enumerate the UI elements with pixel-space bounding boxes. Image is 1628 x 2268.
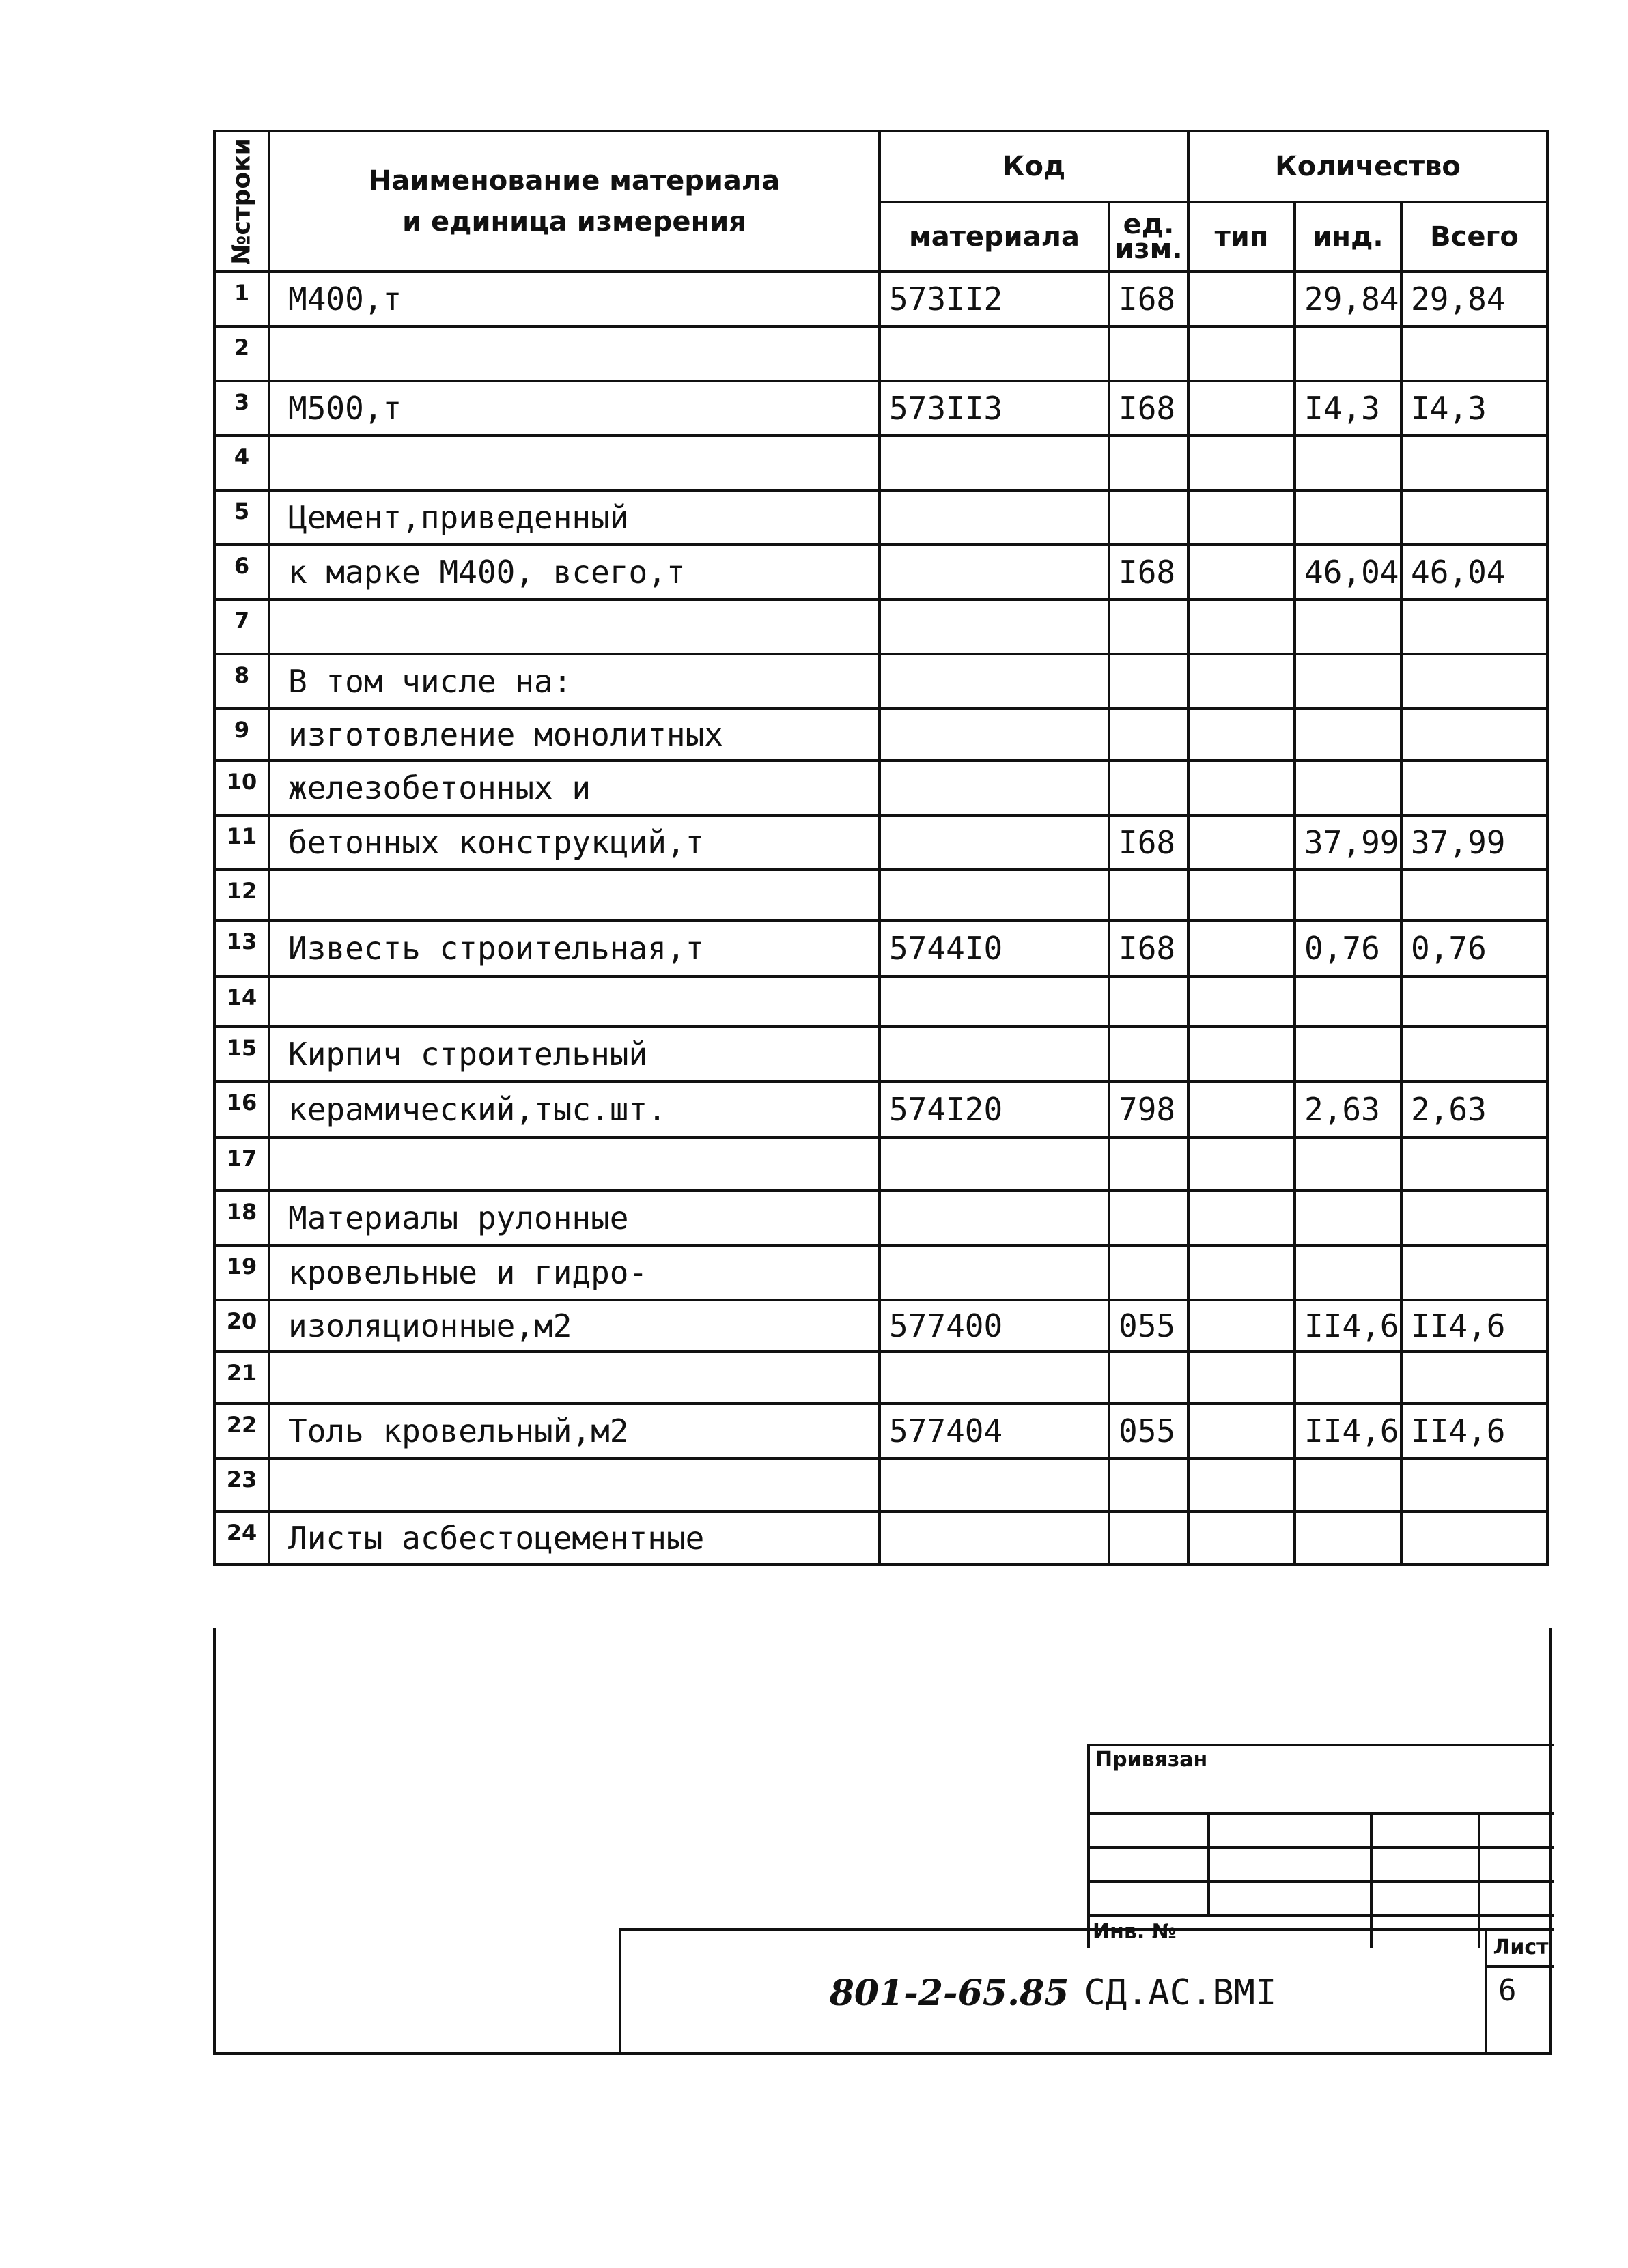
qty-type xyxy=(1188,1352,1295,1404)
header-material-name xyxy=(269,131,880,272)
qty-type xyxy=(1188,1404,1295,1458)
qty-total xyxy=(1401,326,1547,381)
qty-type xyxy=(1188,1300,1295,1352)
qty-type xyxy=(1188,761,1295,815)
unit-code xyxy=(1109,976,1188,1027)
material-code xyxy=(880,1352,1109,1404)
material-name xyxy=(269,1137,880,1191)
qty-type xyxy=(1188,1027,1295,1081)
qty-type xyxy=(1188,1458,1295,1512)
qty-total xyxy=(1401,761,1547,815)
header-quantity: Количество xyxy=(1188,131,1547,202)
unit-code: 055 xyxy=(1109,1300,1188,1352)
unit-code: I68 xyxy=(1109,815,1188,870)
qty-total xyxy=(1401,1352,1547,1404)
row-number: 20 xyxy=(214,1300,269,1352)
table-row xyxy=(214,272,1547,326)
row-number: 23 xyxy=(214,1458,269,1512)
unit-code xyxy=(1109,1191,1188,1245)
table-row xyxy=(214,545,1547,599)
qty-total xyxy=(1401,1027,1547,1081)
material-code xyxy=(880,976,1109,1027)
header-qty-ind: инд. xyxy=(1295,202,1401,272)
qty-total: I4,3 xyxy=(1401,381,1547,436)
qty-ind xyxy=(1295,709,1401,761)
unit-code xyxy=(1109,709,1188,761)
qty-total xyxy=(1401,1245,1547,1300)
row-number: 2 xyxy=(214,326,269,381)
qty-type xyxy=(1188,436,1295,490)
row-number: 13 xyxy=(214,920,269,976)
qty-ind: 0,76 xyxy=(1295,920,1401,976)
unit-code xyxy=(1109,1027,1188,1081)
material-name xyxy=(269,1352,880,1404)
qty-ind: II4,6 xyxy=(1295,1300,1401,1352)
row-number: 18 xyxy=(214,1191,269,1245)
table-row xyxy=(214,1191,1547,1245)
qty-total xyxy=(1401,1191,1547,1245)
qty-total xyxy=(1401,436,1547,490)
table-row xyxy=(214,654,1547,709)
qty-type xyxy=(1188,1245,1295,1300)
qty-ind xyxy=(1295,326,1401,381)
designation-handwritten: 801-2-65.85 xyxy=(829,1972,1069,2014)
qty-ind xyxy=(1295,1245,1401,1300)
material-code xyxy=(880,1137,1109,1191)
qty-ind xyxy=(1295,870,1401,920)
table-row xyxy=(214,870,1547,920)
stamp-inv-label: Инв. № xyxy=(1093,1920,1177,1944)
stamp-divider xyxy=(1207,1812,1210,1914)
qty-ind: 46,04 xyxy=(1295,545,1401,599)
material-name xyxy=(269,326,880,381)
material-code: 574I20 xyxy=(880,1081,1109,1137)
sheet-number: 6 xyxy=(1498,1973,1517,2008)
qty-type xyxy=(1188,381,1295,436)
qty-total xyxy=(1401,870,1547,920)
row-number: 19 xyxy=(214,1245,269,1300)
row-number: 5 xyxy=(214,490,269,545)
qty-total xyxy=(1401,1458,1547,1512)
material-code xyxy=(880,1191,1109,1245)
qty-total: II4,6 xyxy=(1401,1300,1547,1352)
material-code xyxy=(880,870,1109,920)
unit-code: I68 xyxy=(1109,545,1188,599)
header-name-line2: и единица измерения xyxy=(402,206,746,238)
row-number: 7 xyxy=(214,599,269,654)
qty-ind xyxy=(1295,1352,1401,1404)
qty-total xyxy=(1401,1137,1547,1191)
document-sheet xyxy=(213,130,1552,2055)
unit-code xyxy=(1109,654,1188,709)
qty-ind: 37,99 xyxy=(1295,815,1401,870)
sheet-number-box xyxy=(1485,1931,1554,2055)
header-qty-type: тип xyxy=(1188,202,1295,272)
material-code: 573II3 xyxy=(880,381,1109,436)
qty-type xyxy=(1188,272,1295,326)
row-number: 24 xyxy=(214,1512,269,1565)
header-row-number xyxy=(214,131,269,272)
row-number: 4 xyxy=(214,436,269,490)
material-code xyxy=(880,761,1109,815)
row-number: 15 xyxy=(214,1027,269,1081)
material-code xyxy=(880,436,1109,490)
material-name: к марке М400, всего,т xyxy=(269,545,880,599)
row-number: 10 xyxy=(214,761,269,815)
qty-total xyxy=(1401,1512,1547,1565)
qty-total: 37,99 xyxy=(1401,815,1547,870)
table-row xyxy=(214,761,1547,815)
qty-total: 29,84 xyxy=(1401,272,1547,326)
table-row xyxy=(214,920,1547,976)
qty-type xyxy=(1188,976,1295,1027)
qty-ind xyxy=(1295,1027,1401,1081)
unit-code xyxy=(1109,1245,1188,1300)
row-number: 14 xyxy=(214,976,269,1027)
material-code: 573II2 xyxy=(880,272,1109,326)
qty-total: 2,63 xyxy=(1401,1081,1547,1137)
row-number: 21 xyxy=(214,1352,269,1404)
materials-table-body xyxy=(214,272,1547,1565)
qty-type xyxy=(1188,599,1295,654)
qty-ind xyxy=(1295,599,1401,654)
qty-ind: 2,63 xyxy=(1295,1081,1401,1137)
header-qty-total: Всего xyxy=(1401,202,1547,272)
stamp-rule xyxy=(1087,1880,1554,1883)
qty-ind: 29,84 xyxy=(1295,272,1401,326)
table-row xyxy=(214,709,1547,761)
table-row xyxy=(214,1245,1547,1300)
stamp-linked-label: Привязан xyxy=(1095,1748,1208,1772)
material-name: М500,т xyxy=(269,381,880,436)
table-row xyxy=(214,599,1547,654)
row-number: 17 xyxy=(214,1137,269,1191)
header-unit-line1: ед. xyxy=(1123,209,1175,240)
qty-ind xyxy=(1295,761,1401,815)
qty-ind xyxy=(1295,1191,1401,1245)
qty-type xyxy=(1188,920,1295,976)
material-name: железобетонных и xyxy=(269,761,880,815)
material-code xyxy=(880,1512,1109,1565)
table-row xyxy=(214,381,1547,436)
header-name-line1: Наименование материала xyxy=(368,165,781,197)
material-name: бетонных конструкций,т xyxy=(269,815,880,870)
material-name: Цемент,приведенный xyxy=(269,490,880,545)
qty-type xyxy=(1188,1081,1295,1137)
material-code xyxy=(880,709,1109,761)
qty-ind xyxy=(1295,490,1401,545)
material-code xyxy=(880,654,1109,709)
material-name: Материалы рулонные xyxy=(269,1191,880,1245)
qty-total: II4,6 xyxy=(1401,1404,1547,1458)
qty-type xyxy=(1188,545,1295,599)
unit-code xyxy=(1109,761,1188,815)
qty-total xyxy=(1401,709,1547,761)
material-name: кровельные и гидро- xyxy=(269,1245,880,1300)
material-name: Кирпич строительный xyxy=(269,1027,880,1081)
material-code: 577404 xyxy=(880,1404,1109,1458)
qty-total xyxy=(1401,490,1547,545)
stamp-rule xyxy=(1087,1846,1554,1849)
qty-ind: I4,3 xyxy=(1295,381,1401,436)
qty-ind xyxy=(1295,1512,1401,1565)
qty-total xyxy=(1401,976,1547,1027)
table-row xyxy=(214,1027,1547,1081)
qty-type xyxy=(1188,709,1295,761)
row-number: 11 xyxy=(214,815,269,870)
qty-type xyxy=(1188,490,1295,545)
material-code xyxy=(880,1027,1109,1081)
material-name: Толь кровельный,м2 xyxy=(269,1404,880,1458)
lower-frame xyxy=(213,1628,1552,2055)
header-code: Код xyxy=(880,131,1188,202)
material-name: М400,т xyxy=(269,272,880,326)
table-row xyxy=(214,815,1547,870)
unit-code: 055 xyxy=(1109,1404,1188,1458)
table-row xyxy=(214,326,1547,381)
material-name: В том числе на: xyxy=(269,654,880,709)
row-number: 22 xyxy=(214,1404,269,1458)
unit-code: I68 xyxy=(1109,920,1188,976)
qty-type xyxy=(1188,870,1295,920)
material-code: 5744I0 xyxy=(880,920,1109,976)
document-designation xyxy=(621,1931,1485,2055)
row-number: 12 xyxy=(214,870,269,920)
qty-ind xyxy=(1295,654,1401,709)
table-row xyxy=(214,1404,1547,1458)
table-row xyxy=(214,1352,1547,1404)
qty-type xyxy=(1188,815,1295,870)
qty-type xyxy=(1188,1512,1295,1565)
row-number: 1 xyxy=(214,272,269,326)
row-number: 3 xyxy=(214,381,269,436)
stamp-rule xyxy=(1087,1914,1554,1917)
table-row xyxy=(214,976,1547,1027)
qty-ind xyxy=(1295,1458,1401,1512)
unit-code: I68 xyxy=(1109,381,1188,436)
material-name xyxy=(269,1458,880,1512)
unit-code xyxy=(1109,1137,1188,1191)
unit-code xyxy=(1109,436,1188,490)
designation-typed: СД.АС.ВМI xyxy=(1084,1972,1277,2013)
qty-total: 0,76 xyxy=(1401,920,1547,976)
unit-code xyxy=(1109,599,1188,654)
row-number: 9 xyxy=(214,709,269,761)
qty-ind: II4,6 xyxy=(1295,1404,1401,1458)
material-name xyxy=(269,976,880,1027)
material-name xyxy=(269,599,880,654)
material-name: изготовление монолитных xyxy=(269,709,880,761)
qty-type xyxy=(1188,1137,1295,1191)
header-row-number-text: №строки xyxy=(227,138,256,265)
header-code-unit xyxy=(1109,202,1188,272)
material-code: 577400 xyxy=(880,1300,1109,1352)
unit-code: 798 xyxy=(1109,1081,1188,1137)
row-number: 8 xyxy=(214,654,269,709)
unit-code xyxy=(1109,1512,1188,1565)
table-row xyxy=(214,1081,1547,1137)
material-name: изоляционные,м2 xyxy=(269,1300,880,1352)
material-code xyxy=(880,490,1109,545)
material-code xyxy=(880,326,1109,381)
unit-code xyxy=(1109,1458,1188,1512)
stamp-rule xyxy=(1087,1812,1554,1815)
unit-code xyxy=(1109,1352,1188,1404)
materials-table xyxy=(213,130,1549,1566)
qty-total xyxy=(1401,599,1547,654)
table-row xyxy=(214,1300,1547,1352)
unit-code: I68 xyxy=(1109,272,1188,326)
material-code xyxy=(880,545,1109,599)
material-name xyxy=(269,436,880,490)
title-block xyxy=(619,1928,1554,2055)
qty-ind xyxy=(1295,976,1401,1027)
qty-type xyxy=(1188,1191,1295,1245)
unit-code xyxy=(1109,326,1188,381)
material-code xyxy=(880,1458,1109,1512)
material-name: керамический,тыс.шт. xyxy=(269,1081,880,1137)
table-row xyxy=(214,1512,1547,1565)
header-code-material: материала xyxy=(880,202,1109,272)
material-code xyxy=(880,1245,1109,1300)
qty-type xyxy=(1188,654,1295,709)
material-code xyxy=(880,599,1109,654)
unit-code xyxy=(1109,490,1188,545)
table-row xyxy=(214,490,1547,545)
material-name: Известь строительная,т xyxy=(269,920,880,976)
qty-total: 46,04 xyxy=(1401,545,1547,599)
table-row xyxy=(214,436,1547,490)
material-name xyxy=(269,870,880,920)
header-unit-line2: изм. xyxy=(1114,233,1183,265)
table-row xyxy=(214,1458,1547,1512)
qty-ind xyxy=(1295,436,1401,490)
sheet-label: Лист xyxy=(1487,1931,1554,1968)
unit-code xyxy=(1109,870,1188,920)
table-row xyxy=(214,1137,1547,1191)
material-name: Листы асбестоцементные xyxy=(269,1512,880,1565)
qty-ind xyxy=(1295,1137,1401,1191)
row-number: 6 xyxy=(214,545,269,599)
row-number: 16 xyxy=(214,1081,269,1137)
material-code xyxy=(880,815,1109,870)
qty-type xyxy=(1188,326,1295,381)
qty-total xyxy=(1401,654,1547,709)
